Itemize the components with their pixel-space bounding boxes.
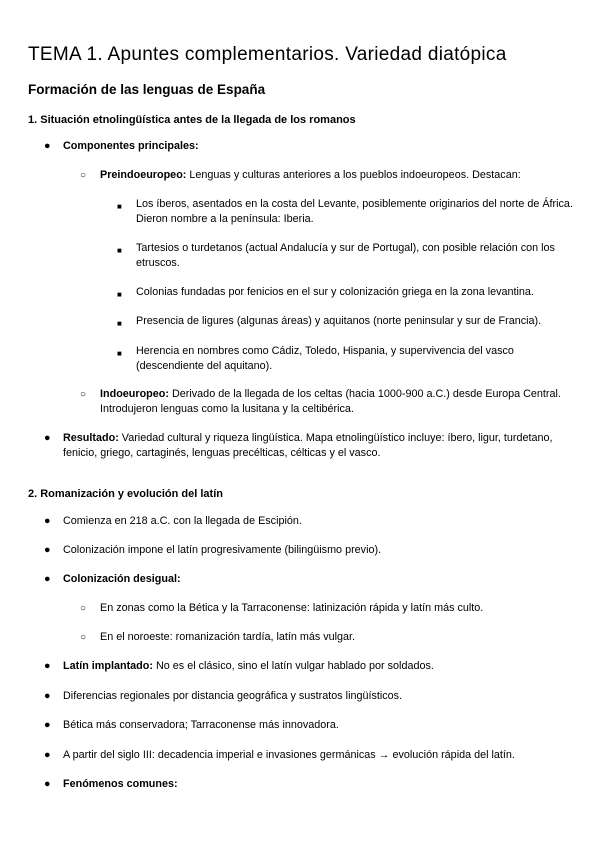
section2-heading: 2. Romanización y evolución del latín [28, 488, 223, 500]
circle-bullet-icon: ○ [80, 389, 87, 400]
disc-bullet-icon: ● [44, 660, 51, 672]
indoeuropeo-label: Indoeuropeo: [100, 388, 169, 400]
circle-bullet-icon: ○ [80, 170, 87, 181]
section-title: Formación de las lenguas de España [28, 82, 266, 97]
section1-heading: 1. Situación etnolingüística antes de la llegada de los romanos [28, 114, 356, 126]
circle-bullet-icon: ○ [80, 632, 87, 643]
common-phenomena-label: Fenómenos comunes: [63, 778, 178, 790]
list-item: Tartesios o turdetanos (actual Andalucía y sur de Portugal), con posible relación con los etruscos. [136, 242, 555, 269]
indoeuropeo-item [100, 387, 570, 417]
result-text: Variedad cultural y riqueza lingüística. Mapa etnolingüístico incluye: íbero, ligur, turdetano, fenicio, griego, cartaginés, lenguas precélticas, célticas y el vasco. [63, 432, 553, 459]
disc-bullet-icon: ● [44, 544, 51, 556]
latin-text: No es el clásico, sino el latín vulgar hablado por soldados. [152, 660, 434, 672]
square-bullet-icon: ■ [117, 246, 122, 255]
list-item: En zonas como la Bética y la Tarraconense: latinización rápida y latín más culto. [100, 602, 484, 614]
disc-bullet-icon: ● [44, 749, 51, 761]
square-bullet-icon: ■ [117, 290, 122, 299]
preindoeuropeo-label: Preindoeuropeo: [100, 169, 187, 181]
uneven-colonization-label: Colonización desigual: [63, 573, 181, 585]
list-item: Bética más conservadora; Tarraconense más innovadora. [63, 719, 339, 731]
square-bullet-icon: ■ [117, 319, 122, 328]
square-bullet-icon: ■ [117, 349, 122, 358]
list-item: Presencia de ligures (algunas áreas) y aquitanos (norte peninsular y sur de Francia). [136, 315, 542, 327]
disc-bullet-icon: ● [44, 140, 51, 152]
list-item: A partir del siglo III: decadencia imperial e invasiones germánicas → evolución rápida del latín. [63, 749, 515, 761]
components-label: Componentes principales: [63, 140, 199, 152]
latin-label: Latín implantado: [63, 660, 153, 672]
document-title: TEMA 1. Apuntes complementarios. Variedad diatópica [28, 44, 507, 65]
indoeuropeo-text: Derivado de la llegada de los celtas (hacia 1000-900 a.C.) desde Europa Central. Introdujeron lenguas como la lusitana y la celtibérica. [100, 388, 561, 415]
disc-bullet-icon: ● [44, 573, 51, 585]
latin-item [63, 659, 583, 674]
list-item: Herencia en nombres como Cádiz, Toledo, Hispania, y supervivencia del vasco (descendiente del aquitano). [136, 345, 514, 372]
list-item: Colonias fundadas por fenicios en el sur y colonización griega en la zona levantina. [136, 286, 534, 298]
disc-bullet-icon: ● [44, 432, 51, 444]
circle-bullet-icon: ○ [80, 603, 87, 614]
result-label: Resultado: [63, 432, 119, 444]
disc-bullet-icon: ● [44, 719, 51, 731]
list-item: En el noroeste: romanización tardía, latín más vulgar. [100, 631, 356, 643]
list-item: Comienza en 218 a.C. con la llegada de Escipión. [63, 515, 302, 527]
disc-bullet-icon: ● [44, 690, 51, 702]
preindoeuropeo-item [100, 168, 570, 183]
disc-bullet-icon: ● [44, 778, 51, 790]
list-item: Los íberos, asentados en la costa del Levante, posiblemente originarios del norte de África. Dieron nombre a la península: Iberia. [136, 198, 573, 225]
result-item [63, 431, 583, 461]
list-item: Colonización impone el latín progresivamente (bilingüismo previo). [63, 544, 382, 556]
preindoeuropeo-text: Lenguas y culturas anteriores a los pueblos indoeuropeos. Destacan: [186, 169, 521, 181]
list-item: Diferencias regionales por distancia geográfica y sustratos lingüísticos. [63, 690, 403, 702]
square-bullet-icon: ■ [117, 202, 122, 211]
disc-bullet-icon: ● [44, 515, 51, 527]
